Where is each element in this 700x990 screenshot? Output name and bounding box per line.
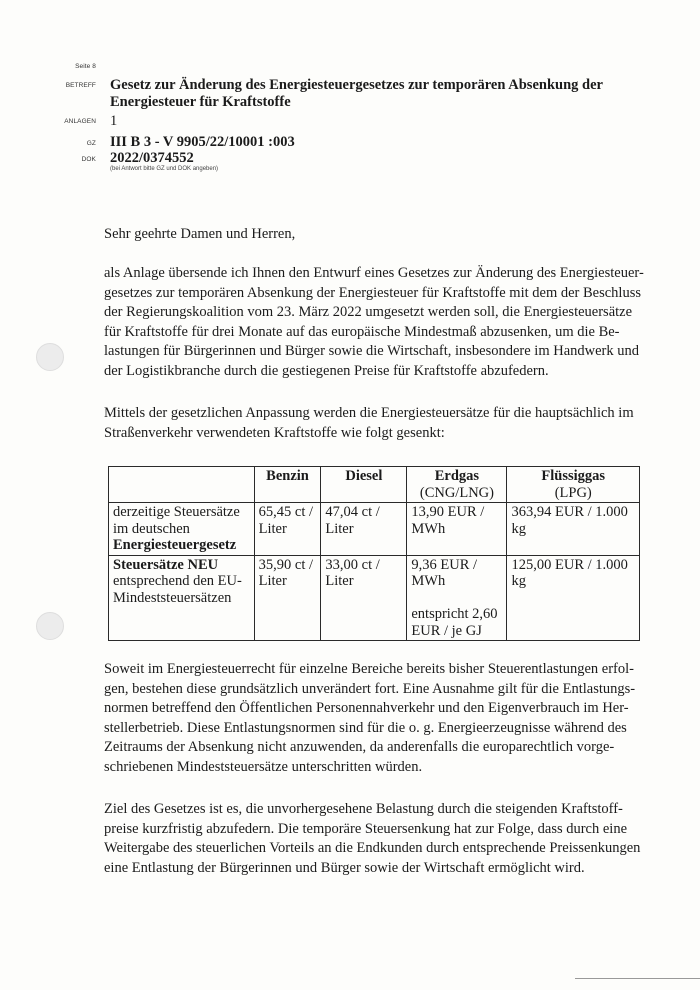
row-new-erdgas-note: entspricht 2,60 EUR / je GJ [411, 606, 498, 639]
header-diesel-label: Diesel [345, 468, 383, 484]
dok-value: 2022/0374552 [110, 150, 194, 166]
header-fluessiggas-sub: (LPG) [554, 484, 592, 501]
row-new-benzin: 35,90 ct / Liter [254, 555, 321, 641]
header-diesel [321, 467, 407, 503]
header-benzin [254, 467, 321, 503]
row-current-diesel: 47,04 ct / Liter [321, 503, 407, 556]
reply-hint: (bei Antwort bitte GZ und DOK angeben) [110, 166, 219, 172]
dok-label: DOK [81, 156, 96, 163]
gz-value: III B 3 - V 9905/22/10001 :003 [110, 134, 295, 150]
table-row-new [109, 555, 640, 641]
row-new-erdgas [407, 555, 507, 641]
header-fluessiggas-label: Flüssiggas [541, 468, 606, 484]
row-new-label-text: entsprechend den EU-Mindeststeuersätzen [113, 573, 242, 606]
punch-hole-upper [36, 343, 64, 371]
row-current-label-text: derzeitige Steuersätze im deutschen [113, 504, 240, 537]
row-current-erdgas: 13,90 EUR / MWh [407, 503, 507, 556]
header-empty [109, 467, 255, 503]
row-current-fluessiggas: 363,94 EUR / 1.000 kg [507, 503, 640, 556]
page-label: Seite 8 [75, 63, 96, 70]
row-new-fluessiggas: 125,00 EUR / 1.000 kg [507, 555, 640, 641]
row-new-label-bold: Steuersätze NEU [113, 556, 219, 573]
punch-hole-lower [36, 612, 64, 640]
header-erdgas [407, 467, 507, 503]
footer-line [575, 978, 700, 979]
row-new-diesel: 33,00 ct / Liter [321, 555, 407, 641]
row-current-label-bold: Energiesteuergesetz [113, 537, 237, 553]
betreff-value: Gesetz zur Änderung des Energiesteuergesetzes zur temporären Absenkung der Energiesteuer für Kraftstoffe [110, 77, 603, 110]
header-benzin-label: Benzin [266, 468, 309, 484]
paragraph-intro: als Anlage übersende ich Ihnen den Entwurf eines Gesetzes zur Änderung des Energiesteuer-gesetzes zur temporären Absenkung der Energiesteuer für Kraftstoffe mit dem der Beschluss der Regierungskoalition vom 23. März 2022 umgesetzt werden soll, die Energiesteuersätze für Kraftstoffe für drei Monate auf das europäische Mindestmaß abzusenken, um die Be-lastungen für Bürgerinnen und Bürger sowie die Wirtschaft, insbesondere im Handwerk und der Logistikbranche durch die gestiegenen Preise für Kraftstoffe abzufedern. [104, 265, 644, 379]
gz-label: GZ [86, 140, 96, 147]
anlagen-value: 1 [110, 113, 118, 129]
row-new-erdgas-value: 9,36 EUR / MWh [411, 556, 478, 589]
anlagen-label: ANLAGEN [64, 118, 96, 125]
row-new-label [109, 555, 255, 641]
betreff-label: BETREFF [65, 82, 96, 89]
row-current-benzin: 65,45 ct / Liter [254, 503, 321, 556]
table-header-row [109, 467, 640, 503]
row-current-label [109, 503, 255, 556]
header-fluessiggas [507, 467, 640, 503]
paragraph-exemptions: Soweit im Energiesteuerrecht für einzelne Bereiche bereits bisher Steuerentlastungen erfol-gen, bestehen diese grundsätzlich unverändert fort. Eine Ausnahme gilt für die Entlastungs-normen betreffend den Öffentlichen Personennahverkehr und den Eigenverbrauch im Her-stellerbetrieb. Diese Entlastungsnormen sind für die o. g. Energieerzeugnisse während des Zeitraums der Absenkung nicht anzuwenden, da anderenfalls die europarechtlich vorge-schriebenen Mindeststeuersätze unterschritten würden. [104, 661, 636, 775]
header-erdgas-sub: (CNG/LNG) [419, 484, 494, 501]
tax-rates-table [108, 466, 640, 641]
paragraph-adjustment: Mittels der gesetzlichen Anpassung werden die Energiesteuersätze für die hauptsächlich im Straßenverkehr verwendeten Kraftstoffe wie folgt gesenkt: [104, 405, 634, 441]
salutation: Sehr geehrte Damen und Herren, [104, 226, 296, 242]
header-erdgas-label: Erdgas [434, 468, 480, 484]
table-row-current [109, 503, 640, 556]
paragraph-goal: Ziel des Gesetzes ist es, die unvorhergesehene Belastung durch die steigenden Kraftstoff-preise kurzfristig abzufedern. Die temporäre Steuersenkung hat zur Folge, dass durch eine Weitergabe des steuerlichen Vorteils an die Endkunden durch entsprechende Preissenkungen eine Entlastung der Bürgerinnen und Bürger sowie der Wirtschaft ermöglicht wird. [104, 801, 641, 876]
